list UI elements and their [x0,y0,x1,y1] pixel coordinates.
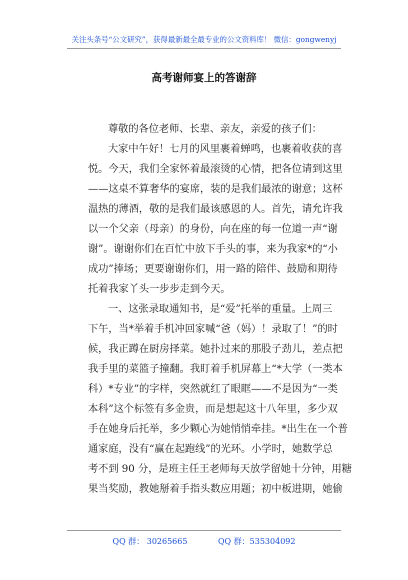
text-line: 我手里的菜篮子撞翻。我盯着手机屏幕上“*大学（一类本 [88,364,343,375]
footer-divider [67,530,341,531]
text-line: 托着我家丫头一步步走到今天。 [88,284,231,295]
text-line: 悦。今天，我们全家怀着最滚烫的心情，把各位请到这里 [88,164,343,175]
document-title: 高考谢师宴上的答谢辞 [151,72,257,84]
text-line: 候，我正蹲在厨房择菜。她扑过来的那股子劲儿，差点把 [88,344,343,355]
salutation: 尊敬的各位老师、长辈、亲友，亲爱的孩子们： [108,124,322,135]
footer-qq-group-1: QQ 群： 30265665 [112,537,188,546]
text-line: 手在她身后托举，多少颗心为她悄悄牵挂。*出生在一个普 [88,424,348,435]
text-line: 本科”这个标签有多金贵，而是想起这十八年里，多少双 [88,404,338,415]
text-line: 下午，当*举着手机冲回家喊“爸（妈）！录取了！”的时 [88,324,338,335]
paragraph-lines [88,140,352,500]
footer-contact [0,536,408,547]
header-divider [67,48,341,49]
header-banner: 关注头条号“公文研究”，获得最新最全最专业的公文资料库！ 微信：gongwenyj [71,35,337,44]
text-line: 大家中午好！七月的风里裹着蝉鸣，也裹着收获的喜 [108,144,343,155]
text-line: 果当奖励，教她掰着手指头数应用题；初中板进期，她偷 [88,484,343,495]
text-line: 科）*专业”的字样，突然就红了眼眶——不是因为“一类 [88,384,338,395]
document-body [88,120,352,500]
text-line: 谢”。谢谢你们在百忙中放下手头的事，来为我家*的“小 [88,244,338,255]
footer-qq-group-2: QQ 群：535304092 [218,537,296,546]
text-line: 通家庭，没有“赢在起跑线”的光环。小学时，她数学总 [88,444,333,455]
text-line: ——这桌不算奢华的宴席，装的是我们最浓的谢意；这杯 [88,184,343,195]
text-line: 考不到 90 分，是班主任王老师每天放学留她十分钟，用糖 [88,464,352,475]
text-line: 温热的薄酒，敬的是我们最该感恩的人。首先，请允许我 [88,204,343,215]
text-line: 一、这张录取通知书，是“爱”托举的重量。上周三 [108,304,333,315]
text-line: 以一个父亲（母亲）的身份，向在座的每一位道一声“谢 [88,224,338,235]
text-line: 成功”捧场；更要谢谢你们，用一路的陪伴、鼓励和期待 [88,264,338,275]
